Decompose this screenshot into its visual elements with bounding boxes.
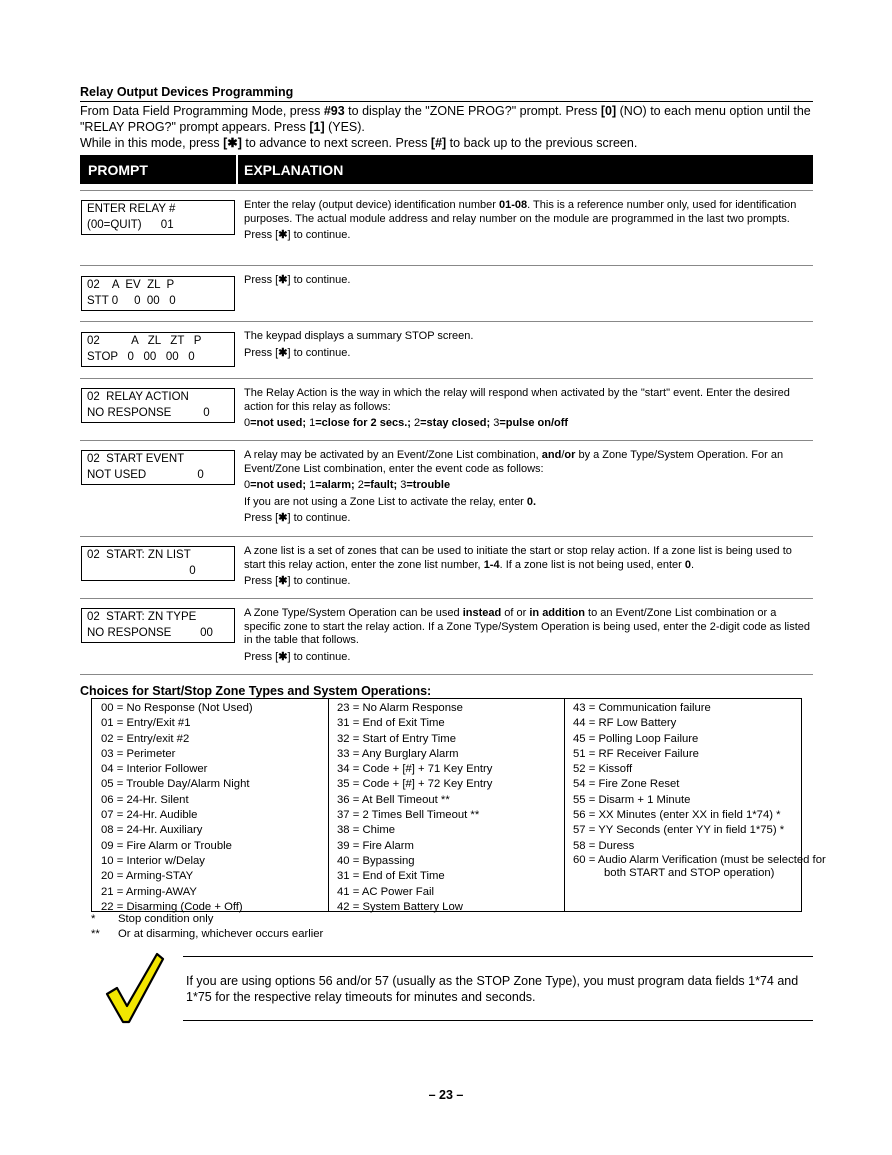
choice-item: 08 = 24-Hr. Auxiliary [101, 824, 203, 837]
choice-item: 21 = Arming-AWAY [101, 885, 197, 898]
table-header [80, 155, 813, 184]
explanation-paragraph: Press [✱] to continue. [244, 575, 351, 587]
lcd-line: 02 A EV ZL P [87, 279, 175, 291]
lcd-line: STT 0 0 00 0 [87, 295, 176, 307]
footnote-text: Or at disarming, whichever occurs earlier [118, 928, 324, 940]
explanation-paragraph: Press [✱] to continue. [244, 650, 351, 663]
explanation-paragraph: Press [✱] to continue. [244, 346, 351, 359]
lcd-prompt [81, 200, 235, 235]
choice-item: 52 = Kissoff [573, 763, 633, 776]
explanation [244, 387, 812, 434]
choice-item: 57 = YY Seconds (enter YY in field 1*75) * [573, 824, 785, 837]
lcd-line: 02 A ZL ZT P [87, 335, 202, 347]
choice-item: 33 = Any Burglary Alarm [337, 747, 459, 760]
choice-item: 04 = Interior Follower [101, 763, 208, 776]
header-explanation: EXPLANATION [244, 162, 344, 178]
choice-item: 02 = Entry/exit #2 [101, 732, 190, 745]
choice-item: 10 = Interior w/Delay [101, 854, 205, 867]
choice-item: 41 = AC Power Fail [337, 885, 435, 898]
column-divider [328, 699, 329, 911]
explanation [244, 545, 812, 592]
choice-item: 06 = 24-Hr. Silent [101, 793, 189, 806]
explanation [244, 199, 812, 246]
choice-item: 56 = XX Minutes (enter XX in field 1*74) * [573, 809, 781, 822]
choice-item: 39 = Fire Alarm [337, 839, 414, 852]
explanation [244, 274, 812, 291]
explanation-paragraph: If you are not using a Zone List to activate the relay, enter 0. [244, 495, 537, 508]
choices-table [91, 698, 826, 913]
choice-item: 00 = No Response (Not Used) [101, 702, 253, 714]
explanation [244, 330, 812, 363]
choice-item: 42 = System Battery Low [337, 900, 463, 913]
choice-item: 45 = Polling Loop Failure [573, 732, 699, 745]
explanation-paragraph: Press [✱] to continue. [244, 229, 351, 241]
choices-column-1 [101, 701, 253, 915]
lcd-line: NO RESPONSE 00 [87, 627, 213, 639]
choices-column-3 [573, 701, 829, 881]
lcd-line: 02 RELAY ACTION [87, 391, 189, 403]
explanation [244, 607, 812, 667]
lcd-line: 02 START: ZN LIST [87, 549, 191, 561]
row-rule [80, 536, 813, 537]
intro-line-2: While in this mode, press [✱] to advance to next screen. Press [#] to back up to the previous screen. [80, 136, 638, 150]
lcd-line: (00=QUIT) 01 [87, 219, 174, 231]
row-rule [80, 190, 813, 191]
lcd-prompt [81, 276, 235, 311]
intro-line-1: From Data Field Programming Mode, press #93 to display the "ZONE PROG?" prompt. Press [0] (NO) to each menu option until the "RELAY PROG?" prompt appears. Press [1] (YES). [80, 104, 811, 134]
choice-item: 55 = Disarm + 1 Minute [573, 793, 691, 806]
lcd-line: 0 [87, 565, 196, 577]
choice-item: 23 = No Alarm Response [337, 702, 463, 714]
page-number: – 23 – [428, 1088, 464, 1102]
lcd-line: STOP 0 00 00 0 [87, 351, 195, 363]
choice-item: 05 = Trouble Day/Alarm Night [101, 778, 250, 791]
row-rule [80, 598, 813, 599]
choice-item: 34 = Code + [#] + 71 Key Entry [337, 763, 493, 776]
choice-item: 09 = Fire Alarm or Trouble [101, 839, 232, 852]
column-divider [564, 699, 565, 911]
choice-item: 38 = Chime [337, 824, 396, 837]
explanation-paragraph: Press [✱] to continue. [244, 512, 351, 524]
choice-item: 44 = RF Low Battery [573, 717, 677, 730]
row-rule [80, 265, 813, 266]
footnote-text: Stop condition only [118, 913, 214, 925]
explanation-paragraph: The Relay Action is the way in which the relay will respond when activated by the "start" event. Enter the desired action for this relay as follows: [244, 387, 790, 413]
row-rule [80, 321, 813, 322]
lcd-prompt [81, 608, 235, 643]
section-title: Relay Output Devices Programming [80, 85, 294, 99]
explanation-paragraph: A zone list is a set of zones that can be used to initiate the start or stop relay action. If a zone list is being used to start this relay action, enter the zone list number, 1-4. If a zone list is not being used, enter 0. [244, 545, 792, 571]
lcd-line: 02 START EVENT [87, 453, 185, 465]
choice-item: 37 = 2 Times Bell Timeout ** [337, 809, 480, 822]
footnote-mark: * [91, 913, 96, 925]
explanation-paragraph: Enter the relay (output device) identification number 01-08. This is a reference number only, used for identification purposes. The actual module address and relay number on the module are programmed in the last two prompts. [244, 199, 797, 225]
row-rule [80, 674, 813, 675]
lcd-prompt [81, 450, 235, 485]
choices-column-2 [337, 701, 492, 915]
row-rule [80, 378, 813, 379]
note-text: If you are using options 56 and/or 57 (usually as the STOP Zone Type), you must program data fields 1*74 and 1*75 for the respective relay timeouts for minutes and seconds. [186, 974, 799, 1004]
choice-item: 22 = Disarming (Code + Off) [101, 900, 243, 913]
lcd-line: 02 START: ZN TYPE [87, 611, 197, 623]
choice-item: 43 = Communication failure [573, 702, 711, 714]
footnote [91, 912, 323, 927]
choices-title: Choices for Start/Stop Zone Types and System Operations: [80, 684, 432, 698]
explanation-paragraph: 0=not used; 1=close for 2 secs.; 2=stay closed; 3=pulse on/off [244, 417, 569, 429]
choice-item: 07 = 24-Hr. Audible [101, 809, 198, 822]
header-separator [236, 155, 238, 184]
footnote-mark: ** [91, 928, 100, 940]
choice-item: 36 = At Bell Timeout ** [337, 793, 450, 806]
choice-item: 54 = Fire Zone Reset [573, 778, 680, 791]
choice-item: 32 = Start of Entry Time [337, 732, 456, 745]
explanation-paragraph: A relay may be activated by an Event/Zone List combination, and/or by a Zone Type/System Operation. For an Event/Zone List combination, enter the event code as follows: [244, 449, 784, 475]
choice-item: 51 = RF Receiver Failure [573, 747, 699, 760]
choice-item: 03 = Perimeter [101, 747, 176, 760]
explanation-paragraph: A Zone Type/System Operation can be used instead of or in addition to an Event/Zone List combination or a specific zone to start the relay action. If a Zone Type/System Operation is being used, enter the 2-digit code as listed in the table that follows. [244, 607, 810, 646]
intro-text [80, 103, 813, 151]
choice-item: 40 = Bypassing [337, 854, 415, 867]
choice-item: 31 = End of Exit Time [337, 870, 445, 883]
checkmark-icon [103, 950, 165, 1025]
footnote [91, 927, 323, 942]
explanation-paragraph: The keypad displays a summary STOP screen. [244, 330, 474, 342]
choice-item: 01 = Entry/Exit #1 [101, 717, 191, 730]
explanation-paragraph: 0=not used; 1=alarm; 2=fault; 3=trouble [244, 479, 451, 491]
choice-item: 58 = Duress [573, 839, 635, 852]
lcd-line: NO RESPONSE 0 [87, 407, 210, 419]
choice-item: 31 = End of Exit Time [337, 717, 445, 730]
lcd-line: NOT USED 0 [87, 469, 204, 481]
choice-item: 60 = Audio Alarm Verification (must be selected for both START and STOP operation) [573, 853, 826, 880]
lcd-line: ENTER RELAY # [87, 203, 176, 215]
header-prompt: PROMPT [88, 162, 148, 178]
title-rule [80, 101, 813, 102]
lcd-prompt [81, 332, 235, 367]
note-top-rule [183, 956, 813, 957]
note-bottom-rule [183, 1020, 813, 1021]
choice-item: 35 = Code + [#] + 72 Key Entry [337, 778, 493, 791]
choice-item: 20 = Arming-STAY [101, 870, 194, 883]
explanation [244, 449, 812, 529]
row-rule [80, 440, 813, 441]
footnotes [91, 912, 323, 942]
explanation-paragraph: Press [✱] to continue. [244, 274, 351, 286]
lcd-prompt [81, 388, 235, 423]
lcd-prompt [81, 546, 235, 581]
